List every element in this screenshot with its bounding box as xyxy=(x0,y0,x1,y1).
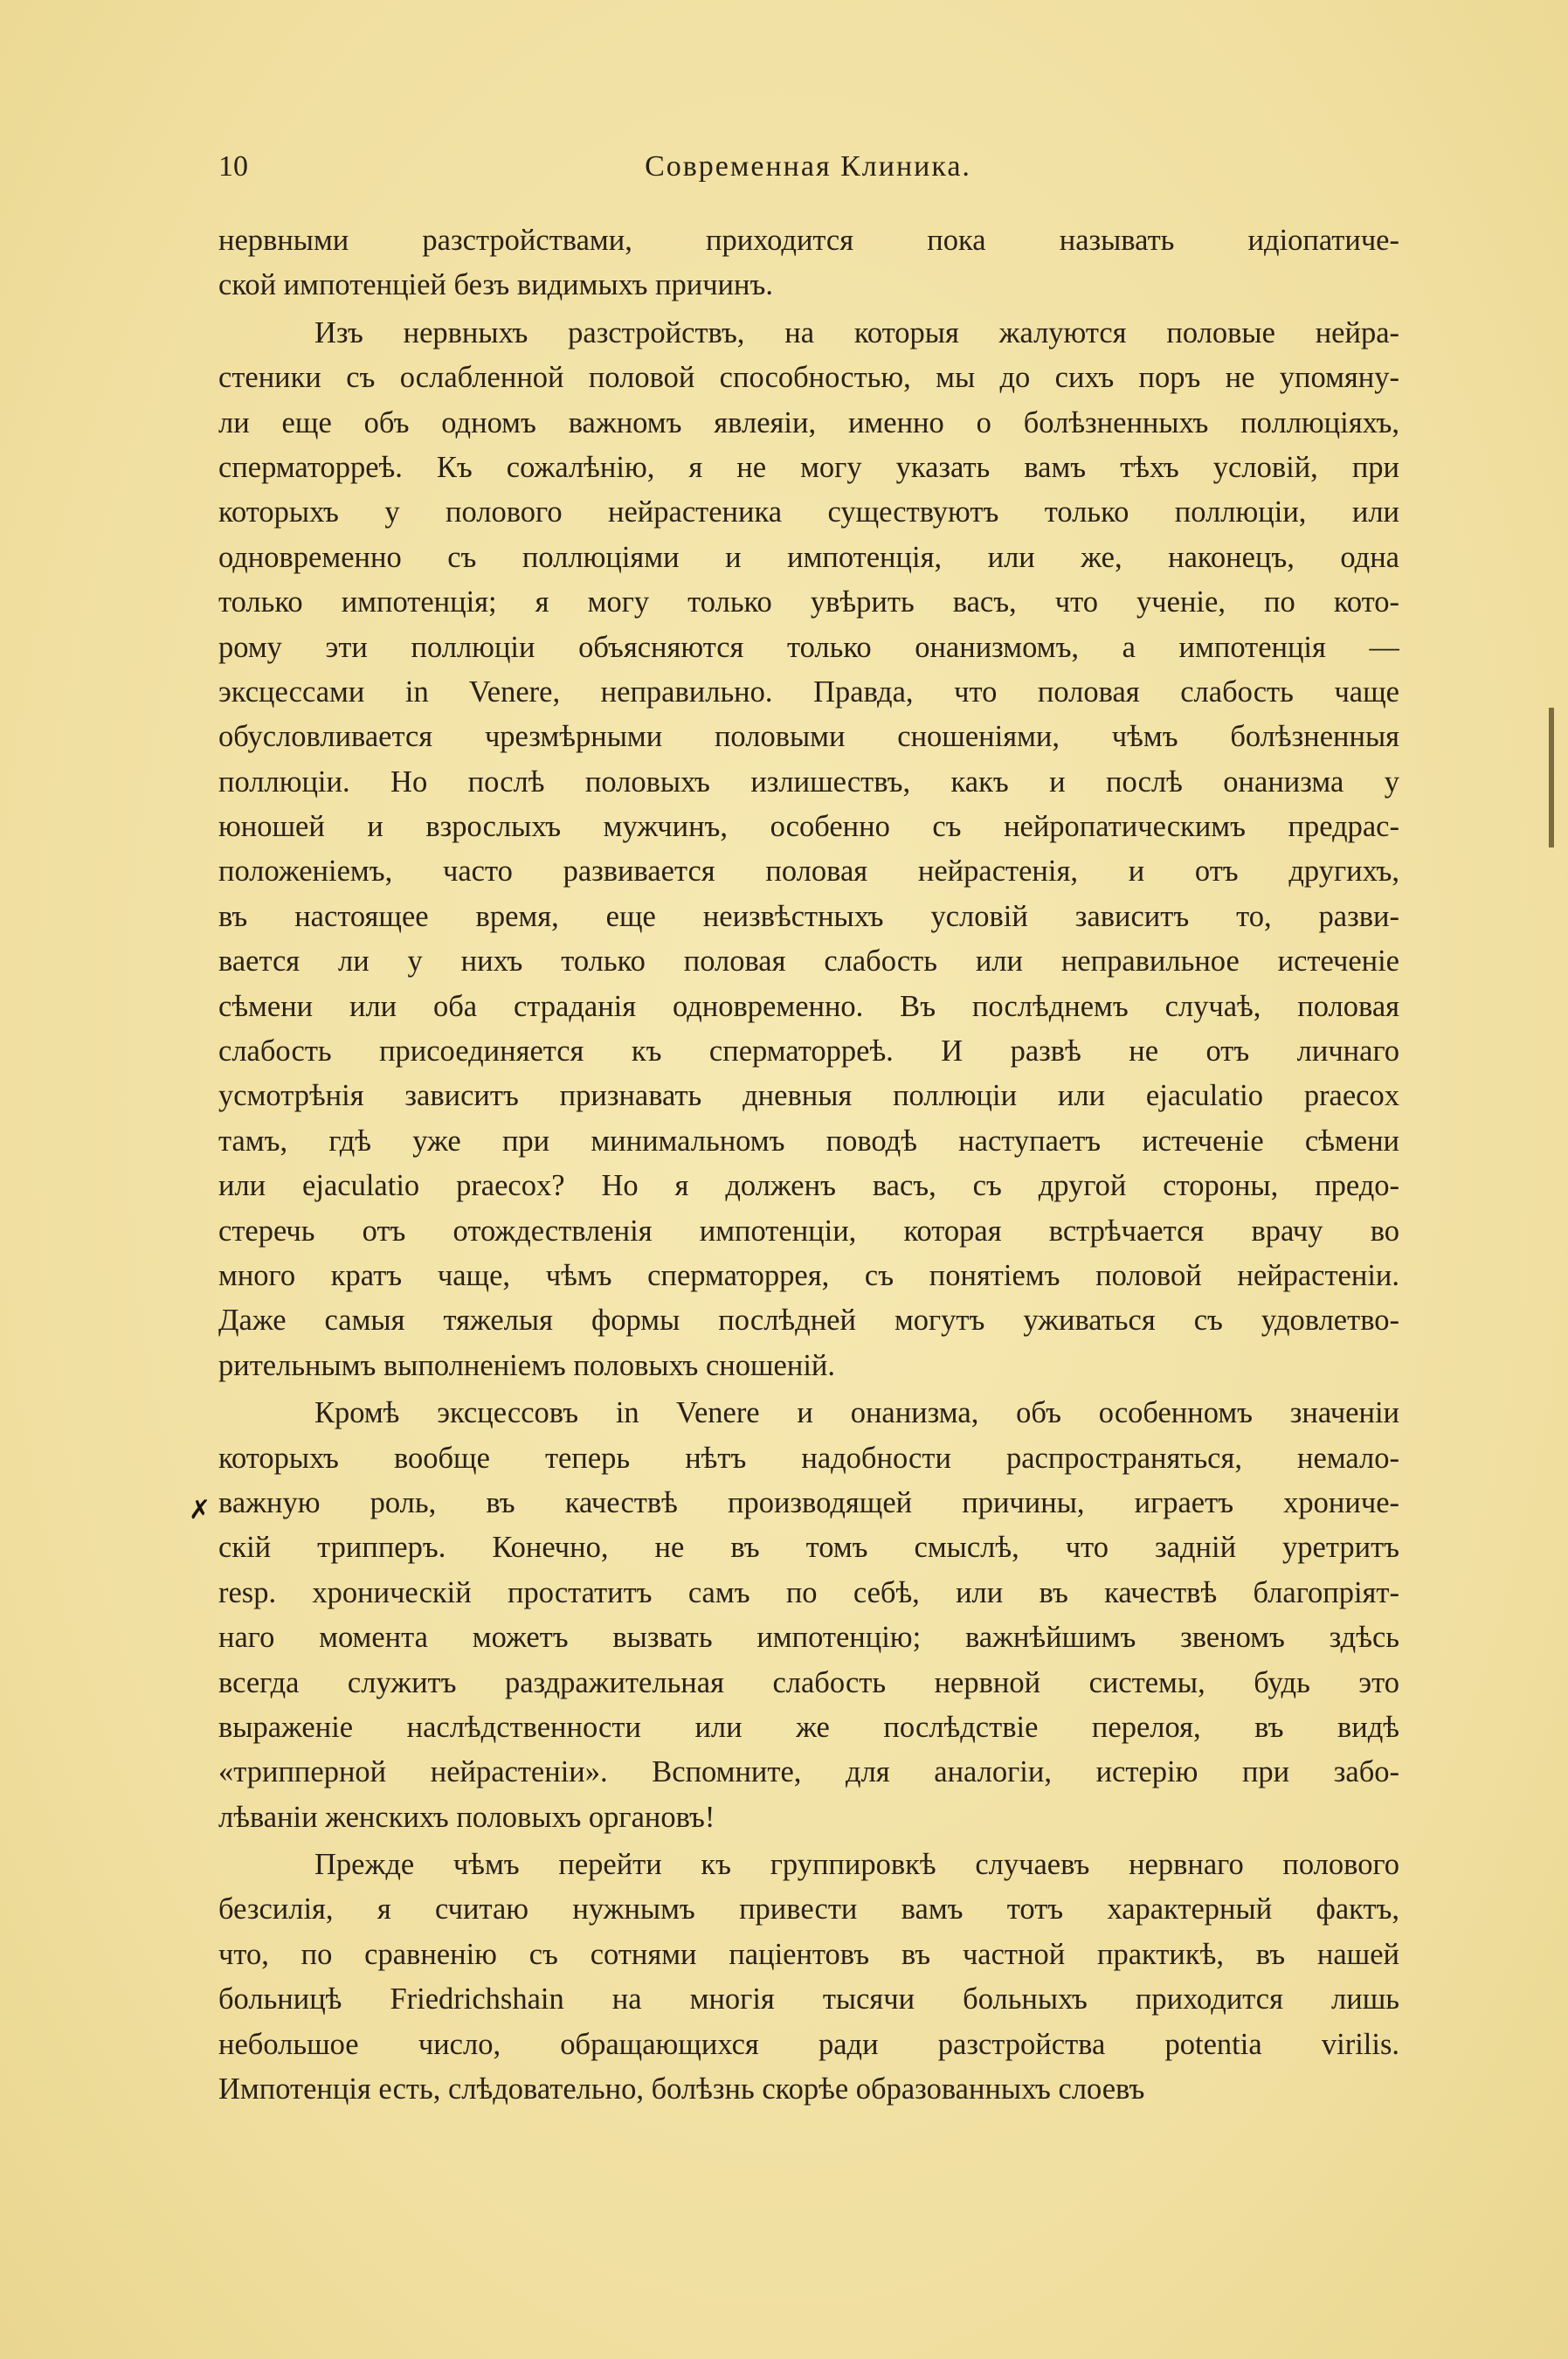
text-line: много кратъ чаще, чѣмъ сперматоррея, съ понятіемъ половой нейрастеніи. xyxy=(218,1258,1399,1292)
text-line: что, по сравненію съ сотнями паціентовъ въ частной практикѣ, въ нашей xyxy=(218,1937,1399,1971)
text-line: важную роль, въ качествѣ производящей причины, играетъ хрониче- xyxy=(218,1485,1399,1519)
running-title: Современная Клиника. xyxy=(645,150,971,183)
text-line: скій трипперъ. Конечно, не въ томъ смыслѣ, что задній уретритъ xyxy=(218,1531,1399,1565)
text-line: ской импотенціей безъ видимыхъ причинъ. xyxy=(218,268,773,302)
text-line: которыхъ вообще теперь нѣтъ надобности распространяться, немало- xyxy=(218,1441,1399,1475)
text-line: юношей и взрослыхъ мужчинъ, особенно съ нейропатическимъ предрас- xyxy=(218,810,1399,844)
page-edge-mark xyxy=(1549,708,1554,847)
paragraph xyxy=(218,1391,1399,1840)
text-line: тамъ, гдѣ уже при минимальномъ поводѣ наступаетъ истеченіе сѣмени xyxy=(218,1124,1399,1158)
text-line: небольшое число, обращающихся ради разстройства potentia virilis. xyxy=(218,2027,1399,2061)
margin-pencil-mark: ✗ xyxy=(189,1496,211,1525)
text-line: Кромѣ эксцессовъ in Venere и онанизма, объ особенномъ значеніи xyxy=(314,1396,1399,1430)
text-line: «трипперной нейрастеніи». Вспомните, для аналогіи, истерію при забо- xyxy=(218,1755,1399,1789)
text-line: которыхъ у полового нейрастеника существуютъ только поллюціи, или xyxy=(218,495,1399,529)
paragraph xyxy=(218,218,1399,308)
text-line: одновременно съ поллюціями и импотенція, или же, наконецъ, одна xyxy=(218,540,1399,574)
text-line: всегда служитъ раздражительная слабость нервной системы, будь это xyxy=(218,1665,1399,1699)
text-line: положеніемъ, часто развивается половая нейрастенія, и отъ другихъ, xyxy=(218,854,1399,889)
text-line: эксцессами in Venere, неправильно. Правда, что половая слабость чаще xyxy=(218,674,1399,709)
text-line: поллюціи. Но послѣ половыхъ излишествъ, какъ и послѣ онанизма у xyxy=(218,764,1399,799)
text-line: слабость присоединяется къ сперматорреѣ. И развѣ не отъ личнаго xyxy=(218,1034,1399,1069)
text-line: наго момента можетъ вызвать импотенцію; важнѣйшимъ звеномъ здѣсь xyxy=(218,1621,1399,1655)
page-number: 10 xyxy=(218,150,248,183)
text-line: выраженіе наслѣдственности или же послѣдствіе перелоя, въ видѣ xyxy=(218,1710,1399,1744)
text-line: стеники съ ослабленной половой способностью, мы до сихъ поръ не упомяну- xyxy=(218,361,1399,395)
text-line: сѣмени или оба страданія одновременно. Въ послѣднемъ случаѣ, половая xyxy=(218,989,1399,1023)
text-line: Даже самыя тяжелыя формы послѣдней могутъ уживаться съ удовлетво- xyxy=(218,1304,1399,1338)
text-line: или ejaculatio praecox? Но я долженъ васъ, съ другой стороны, предо- xyxy=(218,1169,1399,1203)
text-line: нервными разстройствами, приходится пока называть идіопатиче- xyxy=(218,224,1399,257)
text-line: рительнымъ выполненіемъ половыхъ сношеній. xyxy=(218,1348,836,1382)
text-line: стеречь отъ отождествленія импотенціи, которая встрѣчается врачу во xyxy=(218,1214,1399,1248)
paragraph xyxy=(218,311,1399,1388)
text-line: въ настоящее время, еще неизвѣстныхъ условій зависитъ то, разви- xyxy=(218,899,1399,933)
text-line: ли еще объ одномъ важномъ явлеяіи, именно о болѣзненныхъ поллюціяхъ, xyxy=(218,405,1399,439)
page-header xyxy=(218,150,1398,203)
text-line: Импотенція есть, слѣдовательно, болѣзнь скорѣе образованныхъ слоевъ xyxy=(218,2072,1145,2106)
paragraph xyxy=(218,1843,1399,2112)
text-line: Прежде чѣмъ перейти къ группировкѣ случаевъ нервнаго полового xyxy=(314,1848,1399,1882)
text-line: больницѣ Friedrichshain на многія тысячи больныхъ приходится лишь xyxy=(218,1982,1399,2017)
text-line: Изъ нервныхъ разстройствъ, на которыя жалуются половые нейра- xyxy=(314,315,1399,349)
body-text xyxy=(218,218,1399,2112)
text-line: обусловливается чрезмѣрными половыми сношеніями, чѣмъ болѣзненныя xyxy=(218,720,1399,754)
text-line: вается ли у нихъ только половая слабость или неправильное истеченіе xyxy=(218,944,1399,979)
text-line: лѣваніи женскихъ половыхъ органовъ! xyxy=(218,1800,715,1834)
text-line: усмотрѣнія зависитъ признавать дневныя поллюціи или ejaculatio praecox xyxy=(218,1079,1399,1113)
text-line: сперматорреѣ. Къ сожалѣнію, я не могу указать вамъ тѣхъ условій, при xyxy=(218,450,1399,484)
text-line: безсилія, я считаю нужнымъ привести вамъ тотъ характерный фактъ, xyxy=(218,1892,1399,1927)
text-line: resp. хроническій простатитъ самъ по себѣ, или въ качествѣ благопріят- xyxy=(218,1575,1399,1609)
text-line: рому эти поллюціи объясняются только онанизмомъ, а импотенція — xyxy=(218,630,1399,664)
text-line: только импотенція; я могу только увѣрить васъ, что ученіе, по кото- xyxy=(218,585,1399,619)
